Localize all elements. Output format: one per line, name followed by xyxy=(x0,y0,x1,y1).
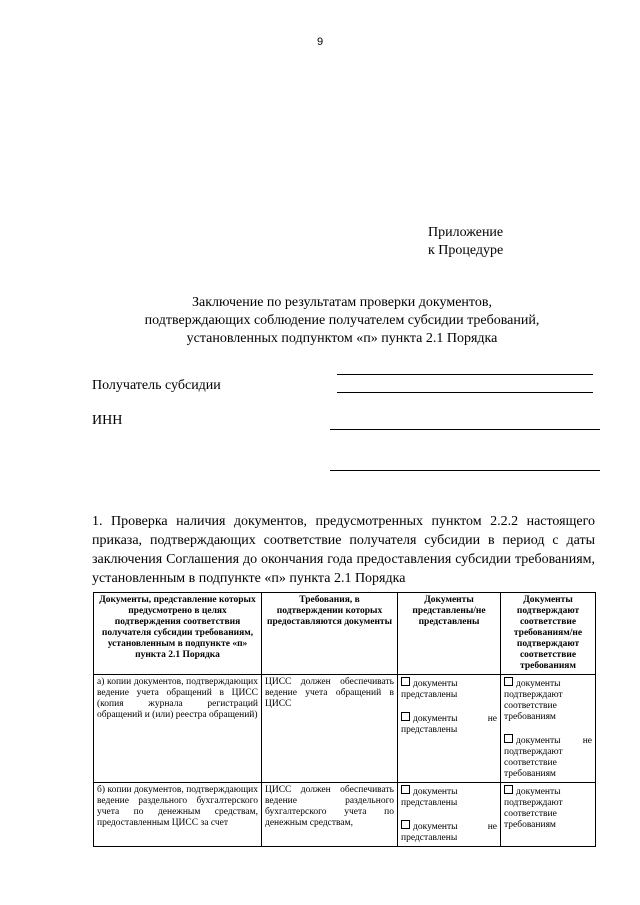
checkbox-icon[interactable] xyxy=(504,677,513,686)
appendix-line-1: Приложение xyxy=(428,225,504,240)
row-b-confirm-cell xyxy=(501,783,596,847)
row-b-documents: б) копии документов, подтверждающих ведение раздельного бухгалтерского учета по денежным средствам, предоставленным ЦИСС за счет xyxy=(94,783,262,847)
page-number: 9 xyxy=(316,36,324,48)
row-a-documents: а) копии документов, подтверждающих ведение учета обращений в ЦИСС (копия журнала регистраций обращений и (или) реестра обращений) xyxy=(94,675,262,783)
header-requirements: Требования, в подтверждении которых предоставляются документы xyxy=(262,593,398,675)
title-line-3: установленных подпунктом «п» пункта 2.1 Порядка xyxy=(186,331,498,346)
title-line-2: подтверждающих соблюдение получателем субсидии требований, xyxy=(144,313,540,328)
row-b-presented-cell xyxy=(398,783,501,847)
row-a-presented-yes: документы представлены xyxy=(401,679,458,700)
title-line-1: Заключение по результатам проверки документов, xyxy=(192,295,492,310)
checkbox-icon[interactable] xyxy=(504,785,513,794)
inn-line-extra xyxy=(330,470,600,471)
row-a-presented-cell xyxy=(398,675,501,783)
section-1-paragraph: 1. Проверка наличия документов, предусмотренных пунктом 2.2.2 настоящего приказа, подтверждающих соответствие получателя субсидии в период с даты заключения Соглашения до окончания года предоставления субсидии требованиям, установленным в подпункте «п» пункта 2.1 Порядка xyxy=(92,514,595,586)
row-a-confirm-yes: документы подтверждают соответствие требованиям xyxy=(504,679,563,722)
recipient-line-2 xyxy=(337,392,593,393)
table-row xyxy=(94,675,596,783)
recipient-line-1 xyxy=(337,374,593,375)
row-b-presented-no: документы не представлены xyxy=(401,822,497,843)
row-b-requirements: ЦИСС должен обеспечивать ведение раздельного бухгалтерского учета по денежным средствам, xyxy=(262,783,398,847)
table-row xyxy=(94,783,596,847)
header-presented: Документы представлены/не представлены xyxy=(398,593,501,675)
checkbox-icon[interactable] xyxy=(401,785,410,794)
table-header-row xyxy=(94,593,596,675)
document-title xyxy=(90,294,594,348)
appendix-heading xyxy=(428,224,503,260)
recipient-label: Получатель субсидии xyxy=(92,378,221,393)
checkbox-icon[interactable] xyxy=(401,820,410,829)
inn-label: ИНН xyxy=(92,413,123,428)
header-documents: Документы, представление которых предусмотрено в целях подтверждения соответствия получателя субсидии требованиям, установленным в подпункте «п» пункта 2.1 Порядка xyxy=(94,593,262,675)
documents-table xyxy=(93,592,596,847)
header-confirm: Документы подтверждают соответствие требованиям/не подтверждают соответствие требованиям xyxy=(501,593,596,675)
row-a-confirm-no: документы не подтверждают соответствие требованиям xyxy=(504,736,592,779)
checkbox-icon[interactable] xyxy=(401,677,410,686)
row-a-confirm-cell xyxy=(501,675,596,783)
row-b-presented-yes: документы представлены xyxy=(401,787,458,808)
checkbox-icon[interactable] xyxy=(401,712,410,721)
inn-line xyxy=(330,429,600,430)
row-b-confirm-yes: документы подтверждают соответствие требованиям xyxy=(504,787,563,830)
row-a-requirements: ЦИСС должен обеспечивать ведение учета обращений в ЦИСС xyxy=(262,675,398,783)
appendix-line-2: к Процедуре xyxy=(428,243,504,258)
row-a-presented-no: документы не представлены xyxy=(401,714,497,735)
checkbox-icon[interactable] xyxy=(504,734,513,743)
